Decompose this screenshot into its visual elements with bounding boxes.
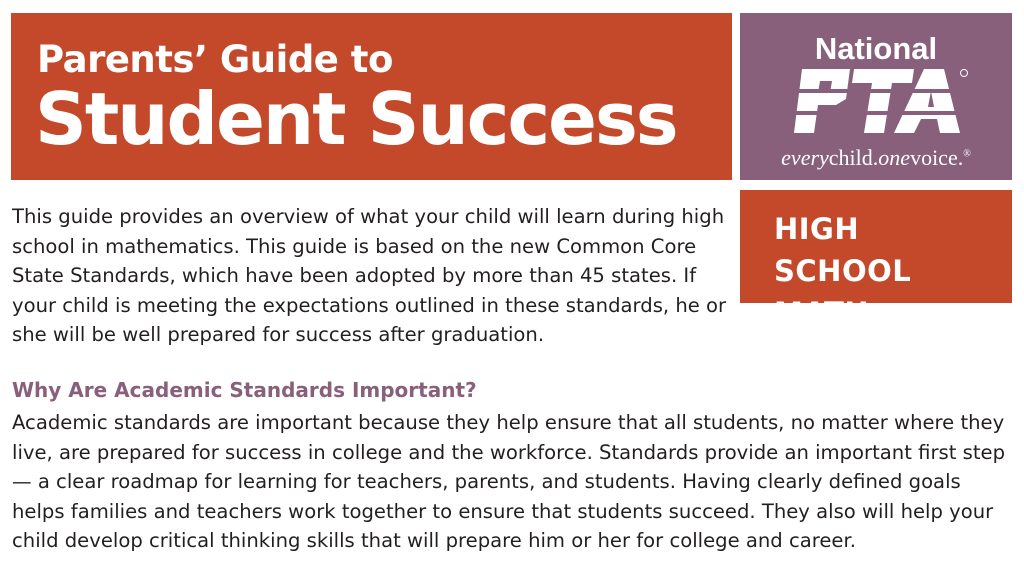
title-line-2: Student Success [35,77,677,161]
intro-paragraph: This guide provides an overview of what your child will learn during high school in mathematics. This guide is based on the new Common Core State Standards, which have been adopted by more than 45 states. If your child is meeting the expectations outlined in these standards, he or she will be well prepared for success after graduation. [12,205,727,347]
section-heading: Why Are Academic Standards Important? [12,378,477,402]
tagline-voice: voice. [910,145,964,170]
title-banner [11,13,732,180]
pta-tagline [740,147,1012,169]
pta-national-text: National [814,31,938,66]
pta-logo-box [740,13,1012,180]
subject-label: HIGH SCHOOL MATH [774,212,912,330]
tagline-child: child. [828,145,879,170]
tagline-every: every [781,145,829,170]
title-line-1: Parents’ Guide to [37,38,393,81]
pta-logo-icon [788,65,968,137]
tagline-one: one [878,145,911,170]
registered-mark: ® [963,148,971,160]
section-body-paragraph: Academic standards are important because they help ensure that all students, no matter where they live, are prepared for success in college and the workforce. Standards provide an important first step — a clear roadmap for learning for teachers, parents, and students. Having clearly defined goals helps families and teachers work together to ensure that students succeed. They also will help your child develop critical thinking skills that will prepare him or her for college and career. [12,411,1006,553]
subject-badge [740,190,1012,330]
